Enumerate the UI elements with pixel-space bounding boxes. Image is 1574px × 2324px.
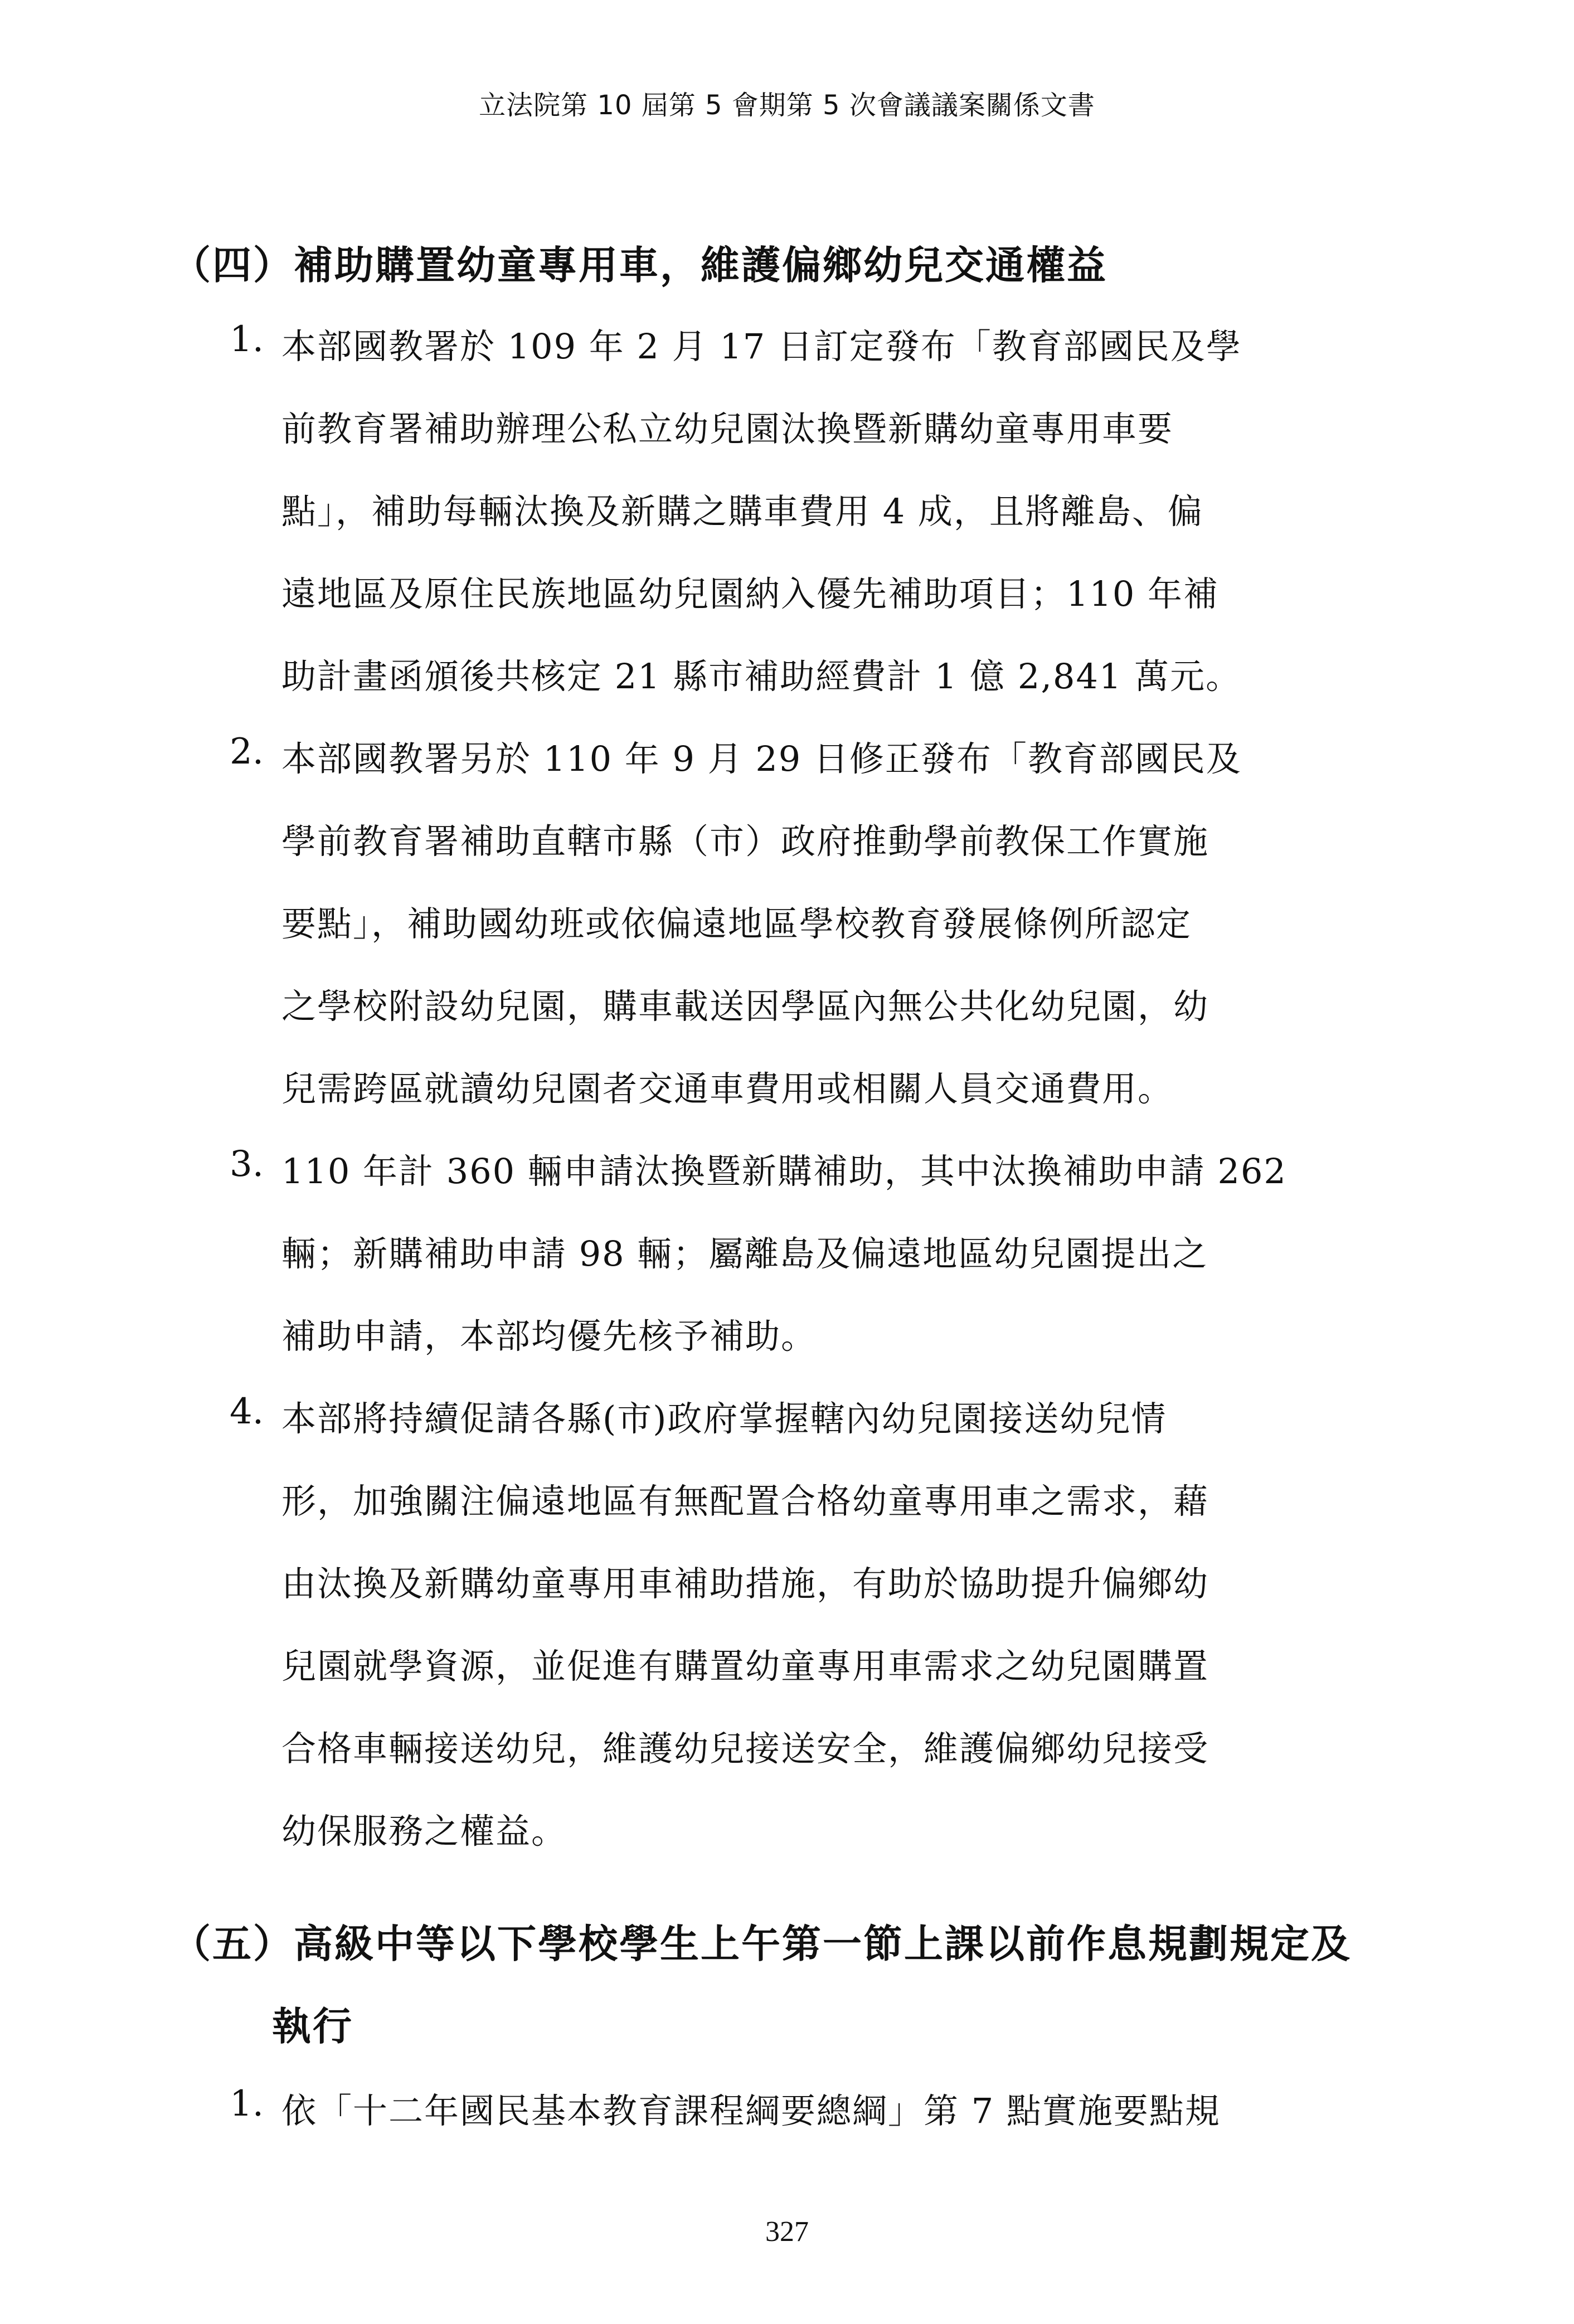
item-line: 本部國教署另於 110 年 9 月 29 日修正發布「教育部國民及 — [281, 738, 1242, 779]
item-number: 4. — [230, 1391, 264, 1432]
item-line: 之學校附設幼兒園，購車載送因學區內無公共化幼兒園，幼 — [281, 986, 1209, 1027]
item-line: 形，加強關注偏遠地區有無配置合格幼童專用車之需求，藉 — [281, 1481, 1209, 1521]
item-line: 學前教育署補助直轄市縣（市）政府推動學前教保工作實施 — [281, 821, 1209, 862]
item-line: 遠地區及原住民族地區幼兒園納入優先補助項目；110 年補 — [281, 573, 1220, 614]
item-number: 1. — [230, 319, 264, 360]
running-header: 立法院第 10 屆第 5 會期第 5 次會議議案關係文書 — [479, 90, 1095, 121]
item-line: 補助申請，本部均優先核予補助。 — [281, 1316, 817, 1357]
item-line: 本部將持續促請各縣(市)政府掌握轄內幼兒園接送幼兒情 — [281, 1398, 1167, 1439]
item-number: 3. — [230, 1144, 264, 1185]
item-line: 由汰換及新購幼童專用車補助措施，有助於協助提升偏鄉幼 — [281, 1563, 1209, 1604]
item-line: 依「十二年國民基本教育課程綱要總綱」第 7 點實施要點規 — [281, 2090, 1221, 2131]
item-line: 本部國教署於 109 年 2 月 17 日訂定發布「教育部國民及學 — [281, 326, 1242, 367]
item-line: 兒需跨區就讀幼兒園者交通車費用或相關人員交通費用。 — [281, 1068, 1174, 1109]
item-line: 輛；新購補助申請 98 輛；屬離島及偏遠地區幼兒園提出之 — [281, 1233, 1208, 1274]
section-5-heading-cont: 執行 — [272, 2004, 353, 2049]
page-number: 327 — [765, 2216, 809, 2248]
item-number: 1. — [230, 2083, 264, 2124]
item-number: 2. — [230, 731, 264, 772]
item-line: 110 年計 360 輛申請汰換暨新購補助，其中汰換補助申請 262 — [281, 1151, 1287, 1192]
item-line: 要點」，補助國幼班或依偏遠地區學校教育發展條例所認定 — [281, 903, 1192, 944]
item-line: 幼保服務之權益。 — [281, 1811, 567, 1851]
item-line: 點」，補助每輛汰換及新購之購車費用 4 成，且將離島、偏 — [281, 491, 1203, 532]
section-5-heading: （五）高級中等以下學校學生上午第一節上課以前作息規劃規定及 — [172, 1921, 1352, 1967]
item-line: 前教育署補助辦理公私立幼兒園汰換暨新購幼童專用車要 — [281, 409, 1174, 449]
item-line: 助計畫函頒後共核定 21 縣市補助經費計 1 億 2,841 萬元。 — [281, 656, 1242, 697]
section-4-heading: （四）補助購置幼童專用車，維護偏鄉幼兒交通權益 — [172, 242, 1107, 288]
item-line: 兒園就學資源，並促進有購置幼童專用車需求之幼兒園購置 — [281, 1646, 1209, 1686]
item-line: 合格車輛接送幼兒，維護幼兒接送安全，維護偏鄉幼兒接受 — [281, 1728, 1209, 1769]
